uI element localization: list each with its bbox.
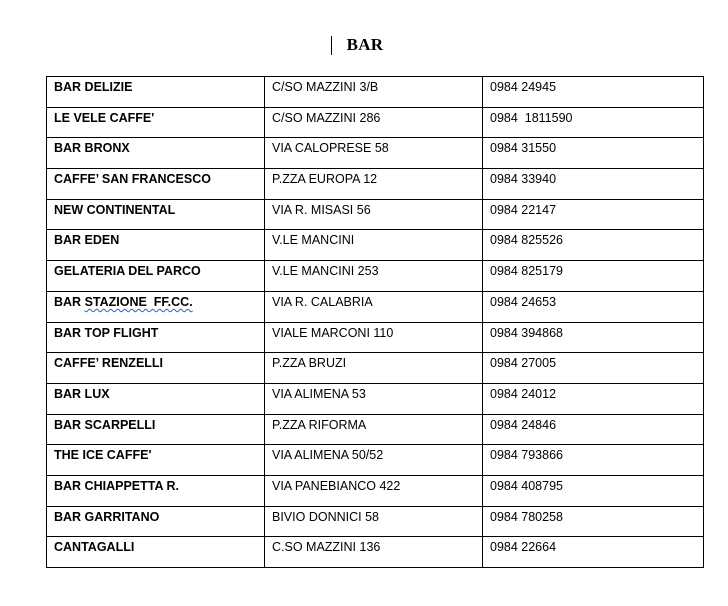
bar-name-prefix: BAR bbox=[54, 294, 85, 309]
page-title: BAR bbox=[346, 35, 384, 54]
bar-phone-cell[interactable]: 0984 31550 bbox=[483, 138, 704, 169]
bar-name-cell[interactable]: BAR TOP FLIGHT bbox=[47, 322, 265, 353]
bar-phone-cell[interactable]: 0984 1811590 bbox=[483, 107, 704, 138]
bar-phone-cell[interactable]: 0984 780258 bbox=[483, 506, 704, 537]
table-row bbox=[47, 383, 704, 414]
bar-phone-cell[interactable]: 0984 27005 bbox=[483, 353, 704, 384]
table-row bbox=[47, 261, 704, 292]
bar-name-cell[interactable]: NEW CONTINENTAL bbox=[47, 199, 265, 230]
bar-phone-cell[interactable]: 0984 825179 bbox=[483, 261, 704, 292]
bar-name-cell[interactable]: CAFFE’ RENZELLI bbox=[47, 353, 265, 384]
table-row bbox=[47, 445, 704, 476]
table-row bbox=[47, 475, 704, 506]
table-row bbox=[47, 77, 704, 108]
bar-address-cell[interactable]: VIALE MARCONI 110 bbox=[265, 322, 483, 353]
bar-address-cell[interactable]: C/SO MAZZINI 286 bbox=[265, 107, 483, 138]
bar-name-cell[interactable]: BAR SCARPELLI bbox=[47, 414, 265, 445]
bar-phone-cell[interactable]: 0984 22664 bbox=[483, 537, 704, 568]
bar-phone-cell[interactable]: 0984 408795 bbox=[483, 475, 704, 506]
bar-phone-cell[interactable]: 0984 33940 bbox=[483, 169, 704, 200]
bar-address-cell[interactable]: VIA R. CALABRIA bbox=[265, 291, 483, 322]
bar-name-cell[interactable]: CANTAGALLI bbox=[47, 537, 265, 568]
table-row bbox=[47, 230, 704, 261]
bar-address-cell[interactable]: VIA ALIMENA 50/52 bbox=[265, 445, 483, 476]
table-row bbox=[47, 199, 704, 230]
table-row bbox=[47, 537, 704, 568]
bar-name-cell[interactable]: LE VELE CAFFE' bbox=[47, 107, 265, 138]
bar-phone-cell[interactable]: 0984 24945 bbox=[483, 77, 704, 108]
bar-phone-cell[interactable]: 0984 793866 bbox=[483, 445, 704, 476]
table-row bbox=[47, 138, 704, 169]
table-row bbox=[47, 291, 704, 322]
bar-address-cell[interactable]: V.LE MANCINI 253 bbox=[265, 261, 483, 292]
bar-list-table bbox=[46, 76, 704, 568]
table-row bbox=[47, 353, 704, 384]
bar-phone-cell[interactable]: 0984 394868 bbox=[483, 322, 704, 353]
bar-name-cell[interactable]: BAR DELIZIE bbox=[47, 77, 265, 108]
bar-name-cell[interactable]: BAR CHIAPPETTA R. bbox=[47, 475, 265, 506]
bar-name-cell[interactable]: CAFFE’ SAN FRANCESCO bbox=[47, 169, 265, 200]
bar-address-cell[interactable]: V.LE MANCINI bbox=[265, 230, 483, 261]
bar-address-cell[interactable]: P.ZZA EUROPA 12 bbox=[265, 169, 483, 200]
bar-address-cell[interactable]: C/SO MAZZINI 3/B bbox=[265, 77, 483, 108]
bar-name-cell[interactable]: GELATERIA DEL PARCO bbox=[47, 261, 265, 292]
title-wrap bbox=[0, 34, 728, 56]
bar-name-cell[interactable]: BAR BRONX bbox=[47, 138, 265, 169]
spellcheck-flagged-text: STAZIONE FF.CC. bbox=[84, 294, 193, 309]
bar-phone-cell[interactable]: 0984 24012 bbox=[483, 383, 704, 414]
table-row bbox=[47, 107, 704, 138]
bar-name-cell[interactable]: THE ICE CAFFE' bbox=[47, 445, 265, 476]
table-row bbox=[47, 169, 704, 200]
bar-name-cell[interactable]: BAR GARRITANO bbox=[47, 506, 265, 537]
bar-name-cell[interactable]: BAR EDEN bbox=[47, 230, 265, 261]
table-row bbox=[47, 322, 704, 353]
table-row bbox=[47, 506, 704, 537]
bar-phone-cell[interactable]: 0984 825526 bbox=[483, 230, 704, 261]
bar-phone-cell[interactable]: 0984 24653 bbox=[483, 291, 704, 322]
bar-address-cell[interactable]: VIA CALOPRESE 58 bbox=[265, 138, 483, 169]
bar-name-cell[interactable] bbox=[47, 291, 265, 322]
bar-address-cell[interactable]: C.SO MAZZINI 136 bbox=[265, 537, 483, 568]
bar-address-cell[interactable]: VIA ALIMENA 53 bbox=[265, 383, 483, 414]
bar-address-cell[interactable]: VIA PANEBIANCO 422 bbox=[265, 475, 483, 506]
bar-address-cell[interactable]: P.ZZA BRUZI bbox=[265, 353, 483, 384]
bar-phone-cell[interactable]: 0984 24846 bbox=[483, 414, 704, 445]
bar-phone-cell[interactable]: 0984 22147 bbox=[483, 199, 704, 230]
bar-address-cell[interactable]: BIVIO DONNICI 58 bbox=[265, 506, 483, 537]
bar-name-cell[interactable]: BAR LUX bbox=[47, 383, 265, 414]
bar-address-cell[interactable]: P.ZZA RIFORMA bbox=[265, 414, 483, 445]
table-row bbox=[47, 414, 704, 445]
bar-address-cell[interactable]: VIA R. MISASI 56 bbox=[265, 199, 483, 230]
